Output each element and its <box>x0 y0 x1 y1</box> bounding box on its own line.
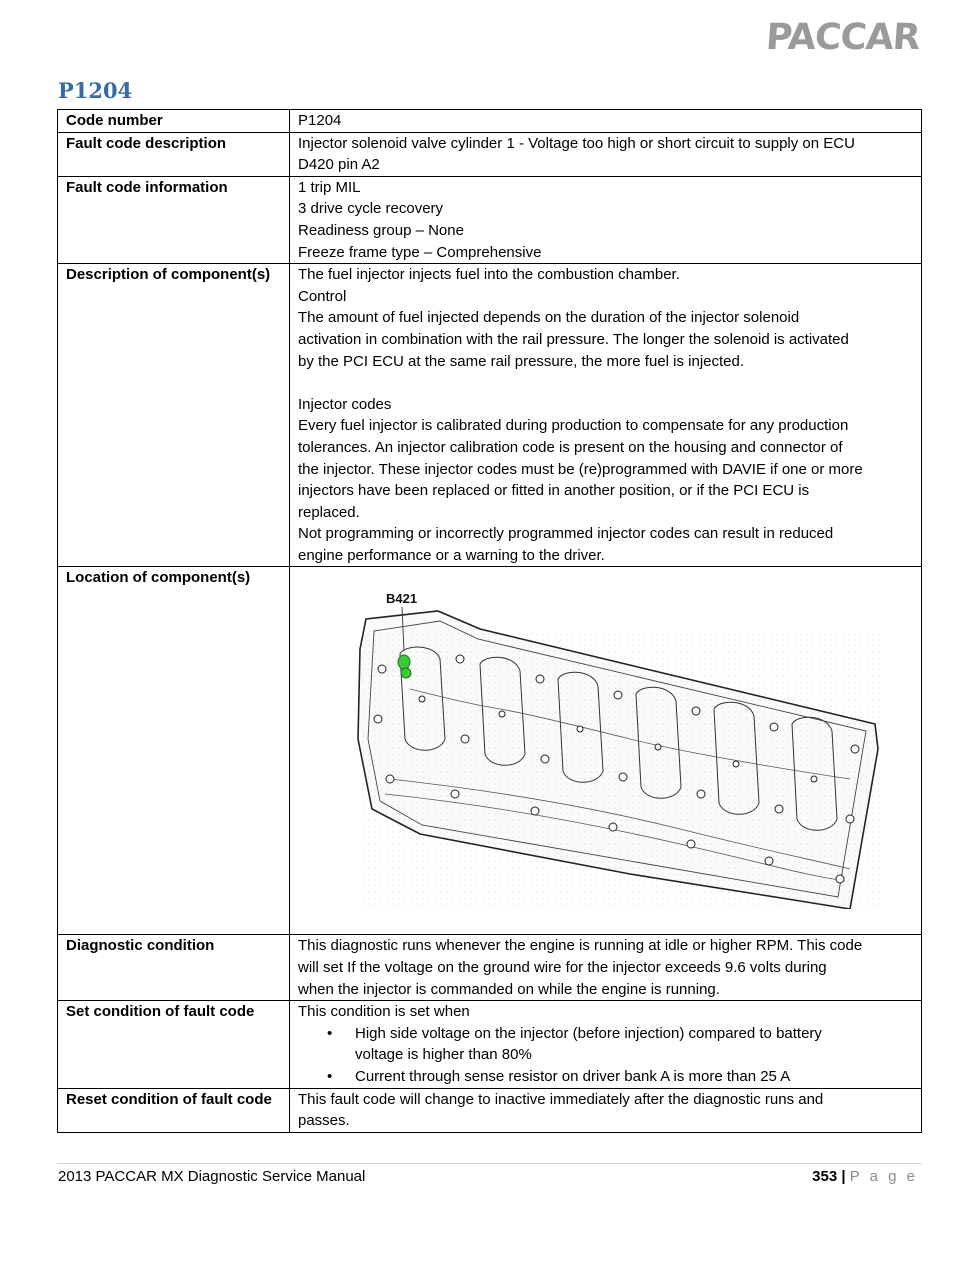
text-line: activation in combination with the rail pressure. The longer the solenoid is activated <box>298 330 849 348</box>
engine-cylinder-head-diagram <box>330 589 890 909</box>
text-line: the injector. These injector codes must be (re)programmed with DAVIE if one or more <box>298 460 863 478</box>
table-row <box>58 264 922 567</box>
code-number-value: P1204 <box>290 110 922 133</box>
paragraph-gap <box>298 372 913 394</box>
text-line: 1 trip MIL <box>298 178 361 196</box>
text-line: engine performance or a warning to the driver. <box>298 546 605 564</box>
row-label: Fault code description <box>58 132 290 176</box>
text-line: Readiness group – None <box>298 221 464 239</box>
set-condition-cell <box>290 1001 922 1088</box>
table-row <box>58 132 922 176</box>
diagnostic-condition-cell <box>290 935 922 1001</box>
fault-information-cell <box>290 176 922 263</box>
text-line: 3 drive cycle recovery <box>298 200 444 218</box>
text-line: tolerances. An injector calibration code is present on the housing and connector of <box>298 438 843 456</box>
table-row <box>58 110 922 133</box>
text-line: Freeze frame type – Comprehensive <box>298 243 542 261</box>
text-line: replaced. <box>298 503 360 521</box>
text-line: This fault code will change to inactive immediately after the diagnostic runs and <box>298 1090 824 1108</box>
table-row <box>58 176 922 263</box>
text-line: This condition is set when <box>298 1003 470 1021</box>
text-line: • High side voltage on the injector (before injection) compared to battery <box>355 1024 822 1042</box>
text-line: by the PCI ECU at the same rail pressure, the more fuel is injected. <box>298 352 745 370</box>
table-row <box>58 935 922 1001</box>
text-line: when the injector is commanded on while the engine is running. <box>298 980 720 998</box>
row-label: Diagnostic condition <box>58 935 290 1001</box>
paccar-logo: PACCAR <box>764 17 921 58</box>
table-row <box>58 1001 922 1088</box>
page-separator: | <box>841 1168 846 1185</box>
row-label: Fault code information <box>58 176 290 263</box>
footer-page-indicator <box>812 1168 918 1185</box>
row-label: Code number <box>58 110 290 133</box>
text-line: injectors have been replaced or fitted in another position, or if the PCI ECU is <box>298 482 810 500</box>
text-line: The fuel injector injects fuel into the combustion chamber. <box>298 266 680 284</box>
text-line: Every fuel injector is calibrated during production to compensate for any production <box>298 417 849 435</box>
text-line: voltage is higher than 80% <box>355 1046 532 1064</box>
text-line: The amount of fuel injected depends on the duration of the injector solenoid <box>298 309 800 327</box>
row-label: Location of component(s) <box>58 567 290 935</box>
table-row <box>58 1088 922 1132</box>
fault-code-table <box>57 109 922 1133</box>
table-row <box>58 567 922 935</box>
callout-label: B421 <box>386 591 418 607</box>
page-word: P a g e <box>849 1168 918 1185</box>
text-line: Injector codes <box>298 395 392 413</box>
text-line: • Current through sense resistor on driver bank A is more than 25 A <box>355 1068 791 1086</box>
list-item <box>355 1066 913 1088</box>
row-label: Reset condition of fault code <box>58 1088 290 1132</box>
page-number: 353 <box>812 1168 838 1185</box>
fault-description-cell <box>290 132 922 176</box>
text-line: Control <box>298 287 347 305</box>
text-line: Injector solenoid valve cylinder 1 - Voltage too high or short circuit to supply on ECU <box>298 134 855 152</box>
reset-condition-cell <box>290 1088 922 1132</box>
text-line: This diagnostic runs whenever the engine is running at idle or higher RPM. This code <box>298 937 863 955</box>
footer-manual-title: 2013 PACCAR MX Diagnostic Service Manual <box>58 1168 366 1185</box>
text-line: Not programming or incorrectly programmed injector codes can result in reduced <box>298 525 834 543</box>
text-line: passes. <box>298 1112 350 1130</box>
page-title: P1204 <box>58 78 133 103</box>
list-item <box>355 1023 913 1066</box>
row-label: Description of component(s) <box>58 264 290 567</box>
row-label: Set condition of fault code <box>58 1001 290 1088</box>
condition-bullet-list <box>298 1023 913 1088</box>
footer-divider <box>57 1163 922 1164</box>
component-location-cell <box>290 567 922 935</box>
text-line: D420 pin A2 <box>298 156 380 174</box>
component-description-cell <box>290 264 922 567</box>
text-line: will set If the voltage on the ground wire for the injector exceeds 9.6 volts during <box>298 959 827 977</box>
